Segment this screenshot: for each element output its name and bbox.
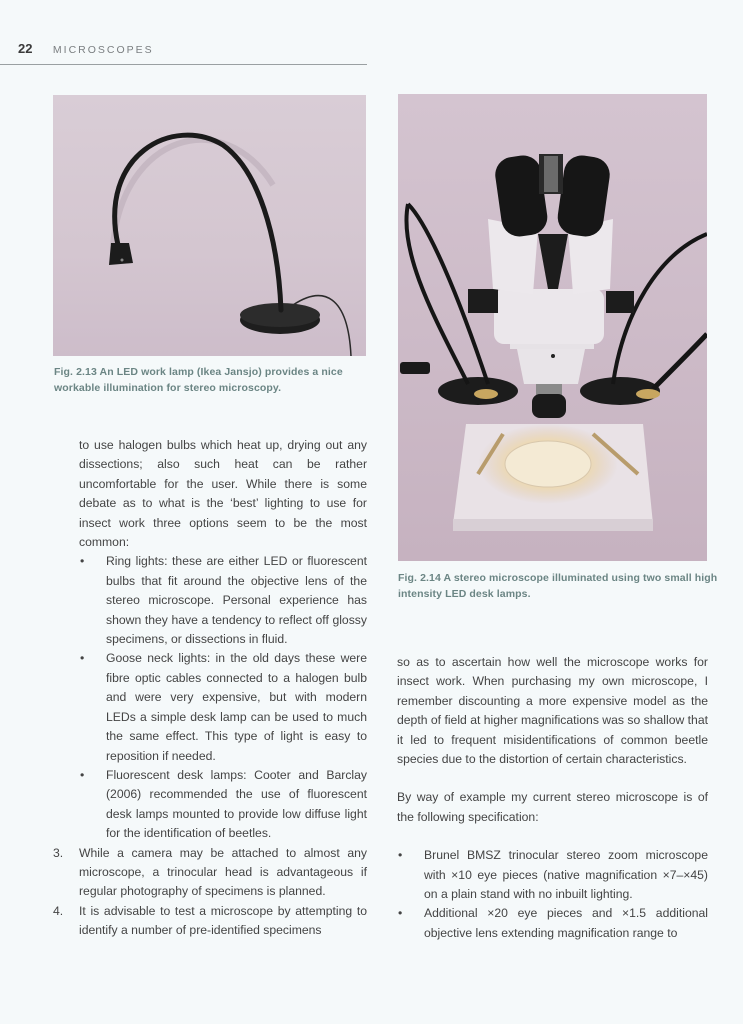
lighting-options-list [79, 552, 367, 843]
list-item: • Brunel BMSZ trinocular stereo zoom microscope with ×10 eye pieces (native magnification ×7–×45) on a plain stand with no inbuilt lighting. [397, 846, 708, 904]
list-item: • Ring lights: these are either LED or fluorescent bulbs that fit around the objective lens of the stereo microscope. Personal experience has shown they have a tendency to reflect off glossy specimens, or dissections in fluid. [79, 552, 367, 649]
item-number: 3. [53, 845, 64, 860]
microscope-illustration [398, 94, 707, 561]
figure-led-lamp-photo [53, 95, 366, 356]
lamp-illustration [53, 95, 366, 356]
list-item: • Fluorescent desk lamps: Cooter and Barclay (2006) recommended the use of fluorescent desk lamps mounted to provide low diffuse light for the identification of beetles. [79, 766, 367, 844]
numbered-item [53, 902, 367, 941]
figure-caption: Fig. 2.14 A stereo microscope illuminated using two small high intensity LED desk lamps. [398, 572, 718, 600]
item-text: While a camera may be attached to almost any microscope, a trinocular head is advantageous if regular photography of specimens is planned. [79, 845, 367, 899]
list-item: • Goose neck lights: in the old days these were fibre optic cables connected to a halogen bulb and were very expensive, but with modern LEDs a simple desk lamp can be used to much the same effect. This type of light is easy to reposition if needed. [79, 649, 367, 765]
section-title: MICROSCOPES [52, 44, 154, 56]
figure-caption: Fig. 2.13 An LED work lamp (Ikea Jansjo) provides a nice workable illumination for stereo microscopy. [54, 366, 343, 394]
page-number: 22 [18, 41, 33, 56]
running-head [18, 40, 368, 58]
paragraph: By way of example my current stereo microscope is of the following specification: [397, 790, 708, 824]
specification-list [397, 846, 708, 943]
left-column-text [53, 436, 367, 941]
numbered-item [53, 844, 367, 902]
paragraph: to use halogen bulbs which heat up, drying out any dissections; also such heat can be rather uncomfortable for the user. While there is some debate as to what is the ‘best’ lighting to use for insect work three options seem to be the most common: [79, 438, 367, 550]
paragraph: so as to ascertain how well the microscope works for insect work. When purchasing my own microscope, I remember discounting a more expensive model as the depth of field at higher magnifications was so shallow that it led to frequent misidentifications of common beetle species due to the distortion of certain characteristics. [397, 655, 708, 767]
figure-stereo-microscope-photo [398, 94, 707, 561]
list-item: • Additional ×20 eye pieces and ×1.5 additional objective lens extending magnification range to [397, 904, 708, 943]
item-number: 4. [53, 903, 64, 918]
header-rule [0, 64, 367, 65]
right-column-text [397, 653, 708, 943]
item-text: It is advisable to test a microscope by attempting to identify a number of pre-identified specimens [79, 903, 367, 938]
numbered-list [53, 844, 367, 941]
